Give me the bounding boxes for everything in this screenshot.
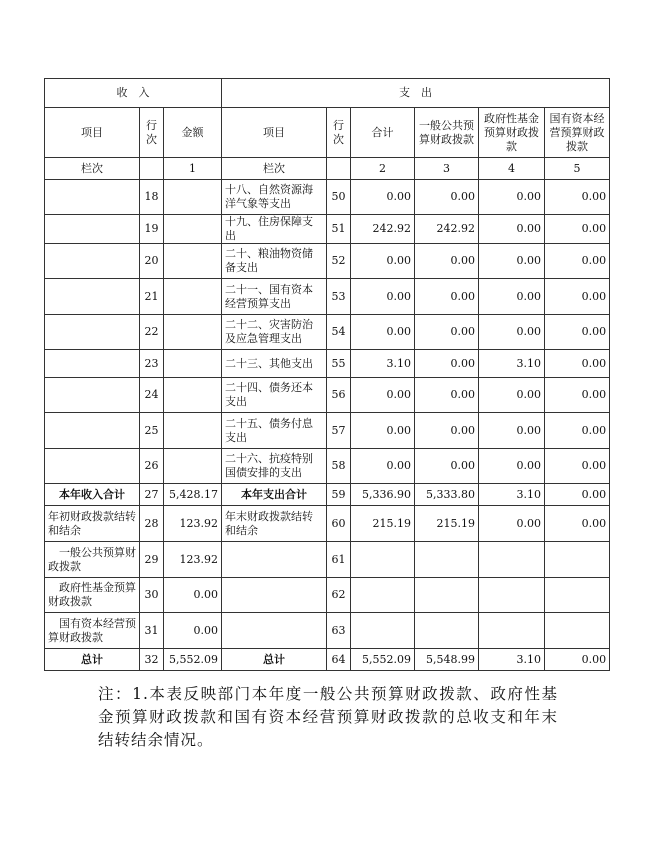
income-row-no: 20 [140,244,164,279]
income-item [45,279,140,315]
total-amount: 0.00 [351,449,415,484]
table-row [45,649,610,671]
expense-row-no: 58 [327,449,351,484]
total-amount: 242.92 [351,215,415,244]
fiscal-appropriation-table [44,78,610,671]
expense-row-no: 54 [327,315,351,350]
state-capital-amount: 0.00 [545,484,610,506]
income-row-no: 27 [140,484,164,506]
expense-row-no: 56 [327,378,351,413]
income-item [45,378,140,413]
state-capital-amount: 0.00 [545,350,610,378]
total-amount [351,578,415,613]
expense-item: 二十六、抗疫特别国债安排的支出 [222,449,327,484]
income-row-no: 25 [140,413,164,449]
income-row-no: 22 [140,315,164,350]
header-income-item: 项目 [45,108,140,158]
total-amount: 5,336.90 [351,484,415,506]
general-budget-amount [415,613,479,649]
general-budget-amount: 215.19 [415,506,479,542]
income-amount [164,350,222,378]
income-row-no: 26 [140,449,164,484]
income-item [45,244,140,279]
table-row [45,413,610,449]
general-budget-amount: 5,548.99 [415,649,479,671]
income-amount [164,180,222,215]
income-amount [164,279,222,315]
expense-item [222,578,327,613]
gov-fund-amount: 0.00 [479,180,545,215]
state-capital-amount: 0.00 [545,315,610,350]
total-amount: 0.00 [351,378,415,413]
header-total: 合计 [351,108,415,158]
state-capital-amount: 0.00 [545,378,610,413]
expense-row-no: 59 [327,484,351,506]
income-amount: 5,552.09 [164,649,222,671]
expense-item: 十八、自然资源海洋气象等支出 [222,180,327,215]
income-amount: 0.00 [164,613,222,649]
general-budget-amount [415,578,479,613]
income-item [45,449,140,484]
table-row [45,279,610,315]
income-item [45,180,140,215]
expense-item: 二十三、其他支出 [222,350,327,378]
expense-item: 二十一、国有资本经营预算支出 [222,279,327,315]
expense-item: 十九、住房保障支出 [222,215,327,244]
general-budget-amount: 5,333.80 [415,484,479,506]
column-index-row [45,158,610,180]
income-row-no: 30 [140,578,164,613]
table-row [45,378,610,413]
income-amount [164,315,222,350]
gov-fund-amount: 3.10 [479,484,545,506]
total-amount: 0.00 [351,244,415,279]
state-capital-amount: 0.00 [545,449,610,484]
gov-fund-amount: 3.10 [479,350,545,378]
income-row-no: 29 [140,542,164,578]
state-capital-amount: 0.00 [545,413,610,449]
expense-item: 二十、粮油物资储备支出 [222,244,327,279]
expense-item: 二十四、债务还本支出 [222,378,327,413]
income-item [45,350,140,378]
expense-item: 年末财政拨款结转和结余 [222,506,327,542]
col-index-5: 5 [545,158,610,180]
income-row-no: 21 [140,279,164,315]
general-budget-amount: 0.00 [415,244,479,279]
table-row [45,484,610,506]
gov-fund-amount [479,542,545,578]
total-amount [351,613,415,649]
income-row-no: 24 [140,378,164,413]
expense-row-no: 55 [327,350,351,378]
state-capital-amount: 0.00 [545,215,610,244]
table-body [45,180,610,671]
income-row-no: 18 [140,180,164,215]
table-row [45,542,610,578]
header-expense-row-no: 行次 [327,108,351,158]
expense-row-no: 52 [327,244,351,279]
income-item: 本年收入合计 [45,484,140,506]
general-budget-amount: 0.00 [415,413,479,449]
income-item: 总计 [45,649,140,671]
income-row-no: 28 [140,506,164,542]
expense-item: 本年支出合计 [222,484,327,506]
col-index-3: 3 [415,158,479,180]
income-amount: 5,428.17 [164,484,222,506]
state-capital-amount [545,578,610,613]
expense-row-no: 63 [327,613,351,649]
expense-row-no: 51 [327,215,351,244]
income-item: 国有资本经营预算财政拨款 [45,613,140,649]
income-item: 一般公共预算财政拨款 [45,542,140,578]
income-section-header: 收 入 [45,79,222,108]
income-row-no: 23 [140,350,164,378]
table-row [45,449,610,484]
gov-fund-amount [479,578,545,613]
total-amount [351,542,415,578]
expense-item: 二十五、债务付息支出 [222,413,327,449]
general-budget-amount: 242.92 [415,215,479,244]
income-amount: 123.92 [164,542,222,578]
gov-fund-amount: 0.00 [479,215,545,244]
table-row [45,244,610,279]
expense-row-no: 50 [327,180,351,215]
expense-item: 总计 [222,649,327,671]
gov-fund-amount: 0.00 [479,449,545,484]
table-row [45,350,610,378]
general-budget-amount: 0.00 [415,315,479,350]
table-row [45,506,610,542]
col-index-2: 2 [351,158,415,180]
state-capital-amount: 0.00 [545,279,610,315]
expense-row-no: 57 [327,413,351,449]
income-amount [164,449,222,484]
expense-item [222,542,327,578]
total-amount: 0.00 [351,180,415,215]
state-capital-amount: 0.00 [545,180,610,215]
general-budget-amount [415,542,479,578]
expense-section-header: 支 出 [222,79,610,108]
state-capital-amount: 0.00 [545,649,610,671]
total-amount: 215.19 [351,506,415,542]
income-item: 政府性基金预算财政拨款 [45,578,140,613]
gov-fund-amount [479,613,545,649]
state-capital-amount: 0.00 [545,244,610,279]
income-item [45,413,140,449]
state-capital-amount [545,542,610,578]
total-amount: 0.00 [351,279,415,315]
expense-row-no: 64 [327,649,351,671]
income-amount [164,413,222,449]
col-index-label: 栏次 [45,158,140,180]
total-amount: 5,552.09 [351,649,415,671]
header-general-budget: 一般公共预算财政拨款 [415,108,479,158]
total-amount: 0.00 [351,413,415,449]
income-amount: 0.00 [164,578,222,613]
general-budget-amount: 0.00 [415,449,479,484]
gov-fund-amount: 0.00 [479,413,545,449]
header-expense-item: 项目 [222,108,327,158]
expense-row-no: 53 [327,279,351,315]
income-amount [164,215,222,244]
income-row-no: 31 [140,613,164,649]
state-capital-amount [545,613,610,649]
table-row [45,613,610,649]
col-index-empty-2 [327,158,351,180]
income-item [45,315,140,350]
income-item [45,215,140,244]
general-budget-amount: 0.00 [415,180,479,215]
total-amount: 0.00 [351,315,415,350]
gov-fund-amount: 3.10 [479,649,545,671]
table-row [45,578,610,613]
total-amount: 3.10 [351,350,415,378]
income-amount [164,378,222,413]
gov-fund-amount: 0.00 [479,279,545,315]
table-row [45,180,610,215]
table-row [45,315,610,350]
income-amount: 123.92 [164,506,222,542]
general-budget-amount: 0.00 [415,350,479,378]
col-index-1: 1 [164,158,222,180]
general-budget-amount: 0.00 [415,378,479,413]
header-gov-fund: 政府性基金预算财政拨款 [479,108,545,158]
income-row-no: 19 [140,215,164,244]
income-item: 年初财政拨款结转和结余 [45,506,140,542]
gov-fund-amount: 0.00 [479,244,545,279]
income-row-no: 32 [140,649,164,671]
gov-fund-amount: 0.00 [479,506,545,542]
gov-fund-amount: 0.00 [479,315,545,350]
footnote: 注：1.本表反映部门本年度一般公共预算财政拨款、政府性基金预算财政拨款和国有资本经营预算财政拨款的总收支和年末结转结余情况。 [98,685,558,749]
table-row [45,215,610,244]
gov-fund-amount: 0.00 [479,378,545,413]
col-index-empty [140,158,164,180]
state-capital-amount: 0.00 [545,506,610,542]
expense-row-no: 61 [327,542,351,578]
expense-row-no: 62 [327,578,351,613]
section-header-row [45,79,610,108]
expense-item [222,613,327,649]
expense-row-no: 60 [327,506,351,542]
expense-item: 二十二、灾害防治及应急管理支出 [222,315,327,350]
col-index-4: 4 [479,158,545,180]
income-amount [164,244,222,279]
col-index-label-2: 栏次 [222,158,327,180]
column-header-row [45,108,610,158]
header-state-capital: 国有资本经营预算财政拨款 [545,108,610,158]
header-income-row-no: 行次 [140,108,164,158]
header-amount: 金额 [164,108,222,158]
general-budget-amount: 0.00 [415,279,479,315]
